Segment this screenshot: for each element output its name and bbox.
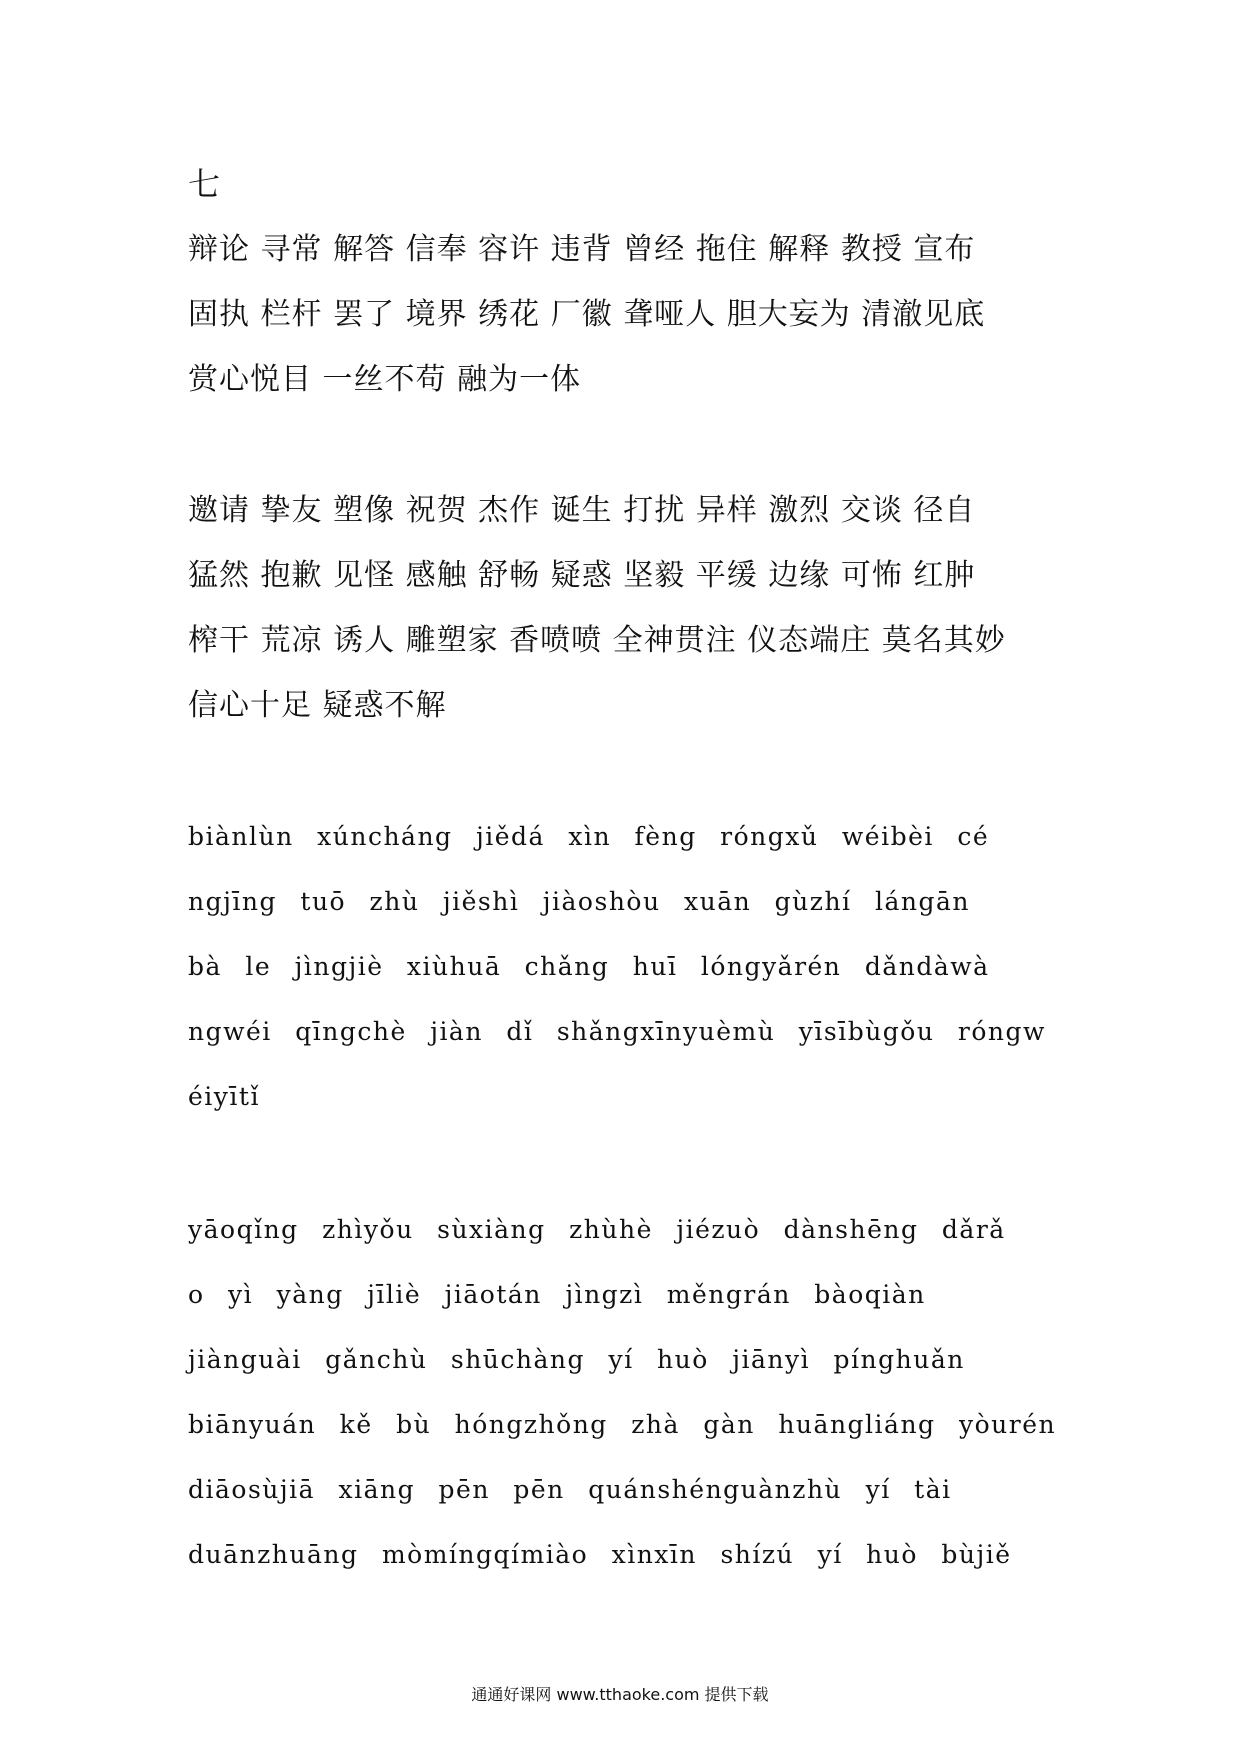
page-footer: 通通好课网 www.tthaoke.com 提供下载 xyxy=(471,1685,769,1704)
pinyin-line: yāoqǐng zhìyǒu sùxiàng zhùhè jiézuò dànshēng dǎrǎ xyxy=(188,1215,1006,1244)
chinese-word-line: 邀请 挚友 塑像 祝贺 杰作 诞生 打扰 异样 激烈 交谈 径自 xyxy=(188,493,976,528)
pinyin-line: éiyītǐ xyxy=(188,1082,260,1111)
pinyin-group-1 xyxy=(188,804,1068,1129)
pinyin-line: biànlùn xúncháng jiědá xìn fèng róngxǔ wéibèi cé xyxy=(188,822,990,851)
pinyin-line: ngjīng tuō zhù jiěshì jiàoshòu xuān gùzhí lángān xyxy=(188,887,970,916)
pinyin-line: ngwéi qīngchè jiàn dǐ shǎngxīnyuèmù yīsībùgǒu róngw xyxy=(188,1017,1046,1046)
chinese-word-line: 猛然 抱歉 见怪 感触 舒畅 疑惑 坚毅 平缓 边缘 可怖 红肿 xyxy=(188,558,976,593)
pinyin-line: biānyuán kě bù hóngzhǒng zhà gàn huāngliáng yòurén xyxy=(188,1410,1057,1439)
section-heading: 七 xyxy=(188,165,221,203)
pinyin-line: diāosùjiā xiāng pēn pēn quánshénguànzhù yí tài xyxy=(188,1475,952,1504)
pinyin-line: duānzhuāng mòmíngqímiào xìnxīn shízú yí huò bùjiě xyxy=(188,1540,1012,1569)
chinese-word-line: 辩论 寻常 解答 信奉 容许 违背 曾经 拖住 解释 教授 宣布 xyxy=(188,232,976,267)
chinese-vocabulary-group-2 xyxy=(188,478,1068,738)
pinyin-line: jiànguài gǎnchù shūchàng yí huò jiānyì pínghuǎn xyxy=(188,1345,965,1374)
pinyin-group-2 xyxy=(188,1197,1068,1587)
chinese-vocabulary-group-1 xyxy=(188,217,1068,412)
chinese-word-line: 赏心悦目 一丝不苟 融为一体 xyxy=(188,362,582,397)
chinese-word-line: 信心十足 疑惑不解 xyxy=(188,688,447,723)
chinese-word-line: 榨干 荒凉 诱人 雕塑家 香喷喷 全神贯注 仪态端庄 莫名其妙 xyxy=(188,623,1006,658)
pinyin-line: o yì yàng jīliè jiāotán jìngzì měngrán bàoqiàn xyxy=(188,1280,926,1309)
pinyin-line: bà le jìngjiè xiùhuā chǎng huī lóngyǎrén dǎndàwà xyxy=(188,952,990,981)
chinese-word-line: 固执 栏杆 罢了 境界 绣花 厂徽 聋哑人 胆大妄为 清澈见底 xyxy=(188,297,986,332)
